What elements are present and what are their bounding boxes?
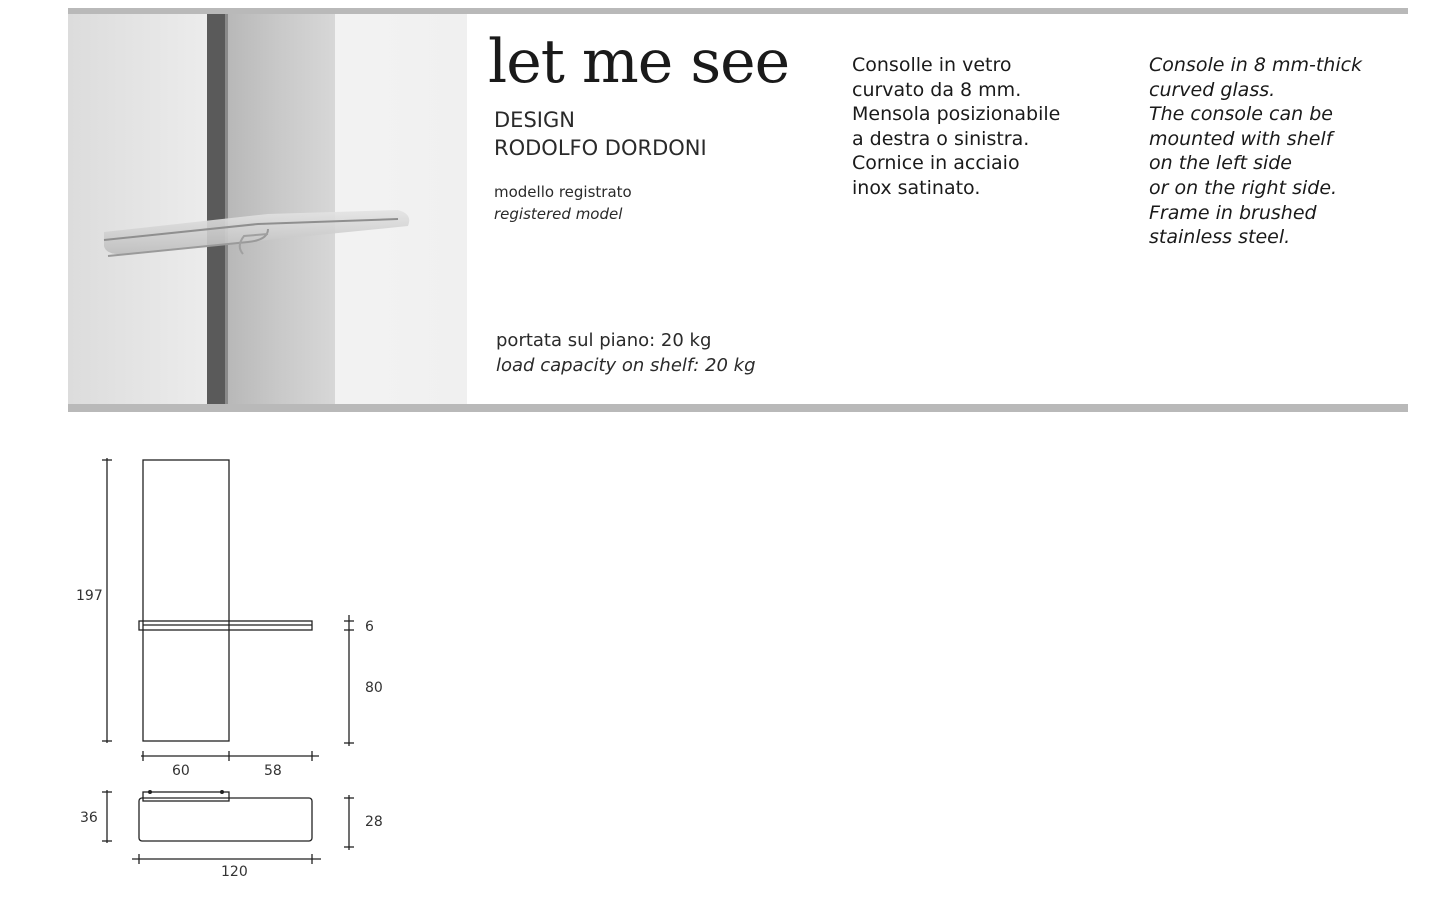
- plan-view-frame: [143, 792, 229, 801]
- steel-frame: [207, 14, 225, 404]
- description-line: stainless steel.: [1149, 226, 1291, 249]
- dim-frame-width-label: 60: [172, 763, 190, 779]
- registered-model-en: registered model: [494, 205, 623, 223]
- dim-shelf-thickness-label: 6: [365, 619, 374, 635]
- description-line: Console in 8 mm-thick: [1149, 54, 1363, 76]
- description-italian: [852, 53, 1060, 201]
- product-photo: [68, 14, 467, 404]
- dim-depth-total-label: 36: [80, 810, 98, 826]
- dim-depth-shelf-label: 28: [365, 814, 383, 830]
- product-title: let me see: [488, 27, 790, 97]
- description-english: [1149, 53, 1362, 250]
- dim-shelf-height-label: 80: [365, 680, 383, 696]
- load-capacity: [496, 328, 756, 378]
- bottom-rule: [68, 404, 1408, 412]
- product-photo-illustration: [68, 14, 467, 404]
- registered-model: [494, 181, 632, 225]
- front-frame-outline: [143, 460, 229, 741]
- description-line: inox satinato.: [852, 176, 981, 199]
- designer-name: RODOLFO DORDONI: [494, 136, 707, 160]
- mirror-panel: [225, 14, 335, 404]
- load-capacity-it: portata sul piano: 20 kg: [496, 330, 712, 351]
- dim-height-label: 197: [76, 588, 103, 604]
- dim-total-width-label: 120: [221, 864, 248, 880]
- design-credit: [494, 106, 707, 162]
- design-label: DESIGN: [494, 108, 575, 132]
- plan-view-outline: [139, 798, 312, 841]
- dim-shelf-projection-label: 58: [264, 763, 282, 779]
- description-line: mounted with shelf: [1149, 127, 1333, 150]
- description-line: curvato da 8 mm.: [852, 78, 1022, 101]
- technical-drawing: [60, 440, 400, 890]
- description-line: The console can be: [1149, 103, 1333, 126]
- description-line: Consolle in vetro: [852, 54, 1012, 76]
- description-line: Frame in brushed: [1149, 201, 1317, 224]
- description-line: a destra o sinistra.: [852, 127, 1030, 150]
- description-line: or on the right side.: [1149, 176, 1338, 199]
- description-line: curved glass.: [1149, 78, 1276, 101]
- registered-model-it: modello registrato: [494, 183, 632, 201]
- description-line: on the left side: [1149, 152, 1293, 175]
- description-line: Mensola posizionabile: [852, 103, 1061, 126]
- description-line: Cornice in acciaio: [852, 152, 1020, 175]
- load-capacity-en: load capacity on shelf: 20 kg: [496, 355, 756, 376]
